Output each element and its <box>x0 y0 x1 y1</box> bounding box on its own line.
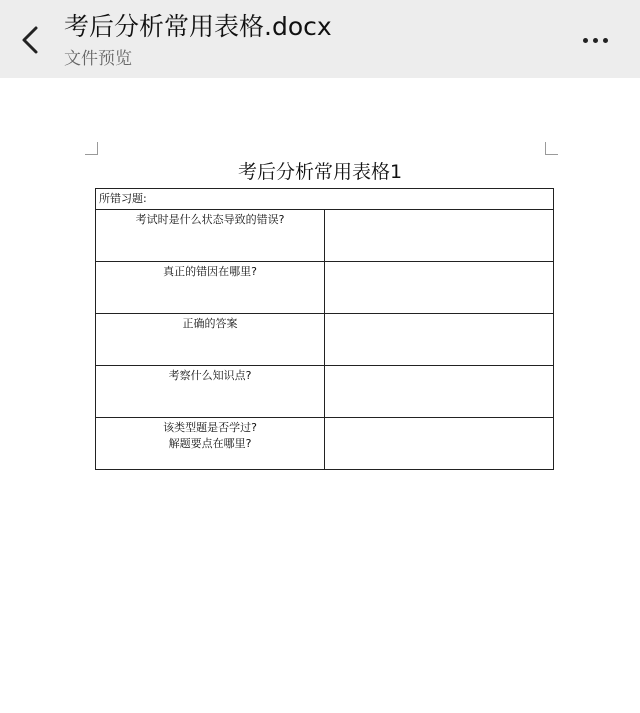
question-cell <box>96 210 325 262</box>
answer-cell <box>325 314 554 366</box>
more-dot <box>583 38 588 43</box>
back-button[interactable] <box>14 20 50 60</box>
question-text: 该类型题是否学过? <box>163 421 257 434</box>
more-dot <box>593 38 598 43</box>
table-header-row <box>96 189 554 210</box>
question-text: 真正的错因在哪里? <box>163 265 257 278</box>
question-cell <box>96 314 325 366</box>
file-subtitle: 文件预览 <box>64 49 132 69</box>
answer-cell <box>325 366 554 418</box>
question-cell <box>96 262 325 314</box>
table-row <box>96 262 554 314</box>
table-row <box>96 210 554 262</box>
question-text: 考察什么知识点? <box>168 369 252 382</box>
table-row <box>96 366 554 418</box>
table-row <box>96 314 554 366</box>
question-text: 正确的答案 <box>182 317 238 330</box>
question-cell <box>96 366 325 418</box>
question-text: 考试时是什么状态导致的错误? <box>135 213 285 226</box>
file-title: 考后分析常用表格.docx <box>64 12 332 41</box>
more-button[interactable] <box>574 26 618 54</box>
answer-cell <box>325 418 554 470</box>
table-header-cell: 所错习题: <box>96 189 554 210</box>
document-title: 考后分析常用表格1 <box>237 161 403 183</box>
page-corner-mark <box>85 142 98 155</box>
question-text: 解题要点在哪里? <box>168 437 252 450</box>
document-preview[interactable] <box>0 78 640 713</box>
table-row <box>96 418 554 470</box>
chevron-left-icon <box>14 20 50 60</box>
answer-cell <box>325 262 554 314</box>
question-cell <box>96 418 325 470</box>
more-dot <box>603 38 608 43</box>
answer-cell <box>325 210 554 262</box>
page-corner-mark <box>545 142 558 155</box>
analysis-table <box>95 188 554 470</box>
app-header <box>0 0 640 78</box>
